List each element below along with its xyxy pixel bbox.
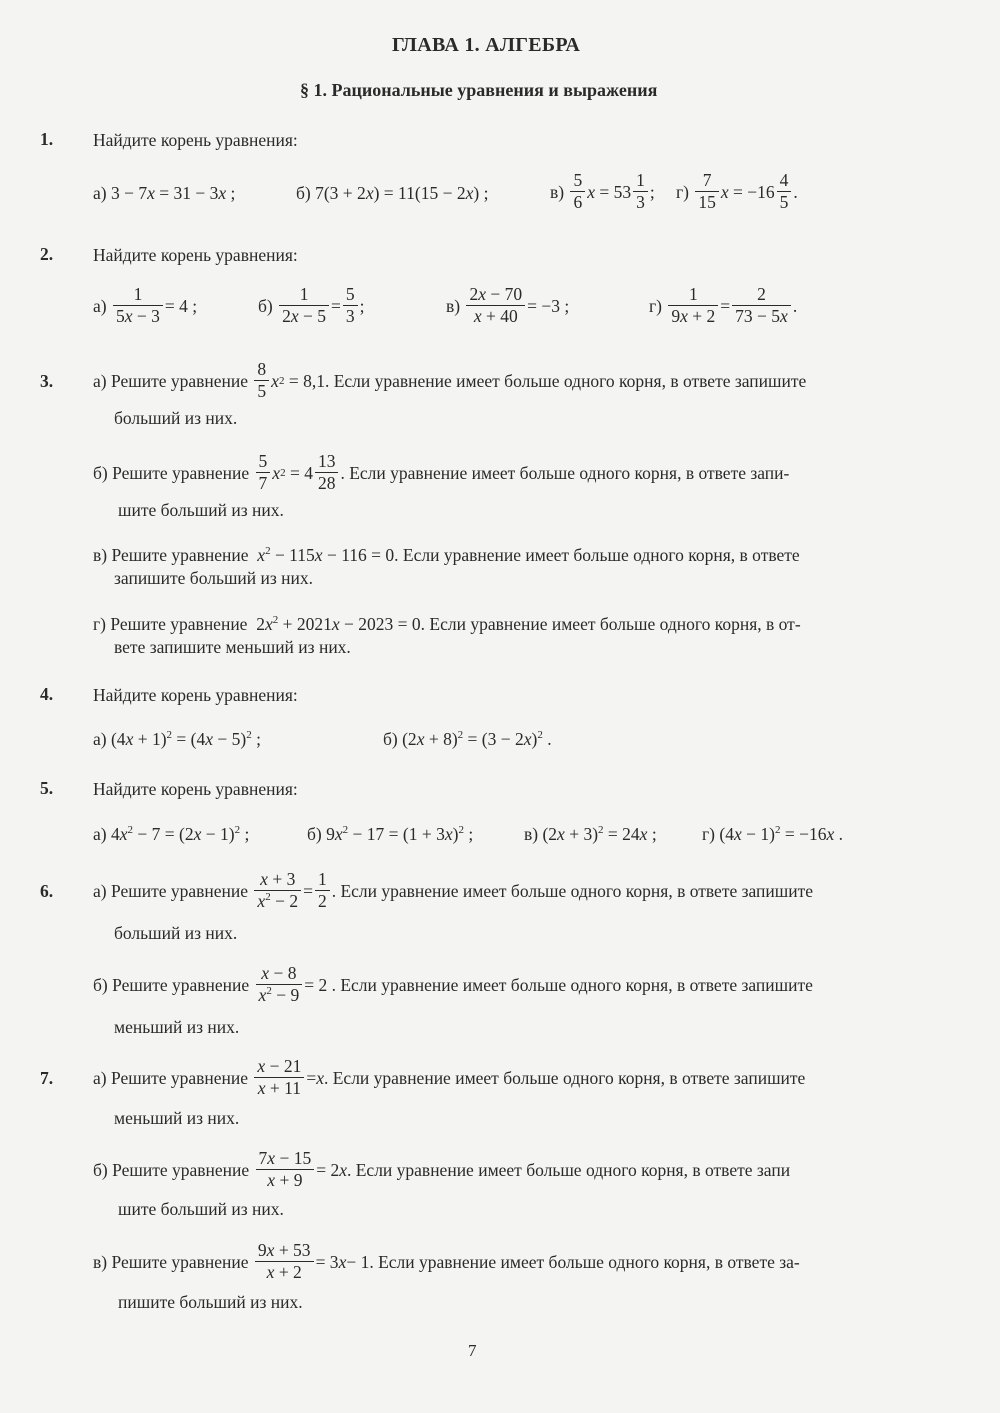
equation-2c: в) $\frac{2x - 70}{x + 40}$ = −3 ;	[446, 284, 570, 326]
equation-5a: а) $4x^2 - 7 = (2x - 1)^2$ ;	[93, 824, 250, 844]
solve-text: Решите уравнение	[111, 545, 249, 565]
equation-4a: а) $(4x + 1)^2 = (4x - 5)^2$ ;	[93, 729, 261, 749]
problem-prompt: Найдите корень уравнения:	[93, 245, 298, 265]
label-b: б)	[93, 462, 108, 483]
problem-3c-tail: запишите больший из них.	[114, 568, 314, 588]
problem-3b: б) Решите уравнение $\frac{5}{7}$ x 2 = 4 $\frac{13}{28}$ . Если уравнение имеет больше одного корня, в ответе запи-	[93, 451, 790, 493]
condition-text: . Если уравнение имеет больше одного корня, в ответе запишите	[331, 974, 813, 995]
problem-3d-tail: вете запишите меньший из них.	[114, 637, 351, 657]
problem-number: 7.	[40, 1068, 54, 1088]
condition-text: . Если уравнение имеет больше одного корня, в ответе	[394, 545, 800, 565]
equation-5b: б) $9x^2 - 17 = (1 + 3x)^2$ ;	[307, 824, 474, 844]
condition-text: . Если уравнение имеет больше одного корня, в ответе за-	[369, 1251, 800, 1272]
problem-3a: а) Решите уравнение $\frac{8}{5}$ x 2 = 8,1 . Если уравнение имеет больше одного корня, в ответе запишите	[93, 359, 807, 401]
condition-text: . Если уравнение имеет больше одного корня, в ответе запишите	[324, 370, 807, 391]
solve-text: Решите уравнение	[112, 974, 250, 995]
equation-4b: б) $(2x + 8)^2 = (3 - 2x)^2$ .	[383, 729, 552, 749]
equation-5c: в) $(2x + 3)^2 = 24x$ ;	[524, 824, 657, 844]
problem-7c: в) Решите уравнение $\frac{9x + 53}{x + 2}$ = 3 x − 1 . Если уравнение имеет больше одного корня, в ответе за-	[93, 1240, 800, 1282]
label-b: б)	[93, 974, 108, 995]
solve-text: Решите уравнение	[112, 462, 250, 483]
label-a: а)	[93, 880, 107, 901]
problem-prompt: Найдите корень уравнения:	[93, 685, 298, 705]
problem-3b-tail: шите больший из них.	[118, 500, 284, 520]
label-b: б)	[93, 1159, 108, 1180]
problem-7a: а) Решите уравнение $\frac{x - 21}{x + 11}$ = x . Если уравнение имеет больше одного корня, в ответе запишите	[93, 1056, 806, 1098]
problem-6b: б) Решите уравнение $\frac{x - 8}{x^2 - 9}$ = 2 . Если уравнение имеет больше одного корня, в ответе запишите	[93, 963, 813, 1005]
label-c: в)	[93, 1251, 108, 1272]
equation-2b: б) $\frac{1}{2x - 5}$ = $\frac{5}{3}$ ;	[258, 284, 365, 326]
condition-text: . Если уравнение имеет больше одного корня, в ответе запи	[346, 1159, 791, 1180]
problem-prompt: Найдите корень уравнения:	[93, 130, 298, 150]
section-title: § 1. Рациональные уравнения и выражения	[300, 80, 658, 100]
problem-number: 3.	[40, 371, 54, 391]
label-d: г)	[93, 614, 107, 634]
solve-text: Решите уравнение	[110, 370, 249, 391]
problem-3d: г) Решите уравнение $2x^2 + 2021x - 2023 = 0$. Если уравнение имеет больше одного корня, в от-	[93, 614, 801, 634]
problem-7b-tail: шите больший из них.	[118, 1199, 284, 1219]
problem-number: 1.	[40, 129, 54, 149]
problem-6b-tail: меньший из них.	[114, 1017, 240, 1037]
solve-text: Решите уравнение	[110, 880, 249, 901]
equation-1b: б) 7(3 + 2x) = 11(15 − 2x) ;	[296, 183, 489, 203]
condition-text: . Если уравнение имеет больше одного корня, в ответе запи-	[340, 462, 790, 483]
label-a: а)	[93, 1067, 107, 1088]
problem-number: 4.	[40, 684, 54, 704]
problem-number: 2.	[40, 244, 54, 264]
equation-1c: в) $\frac{5}{6}$ x = 53 $\frac{1}{3}$ ;	[550, 170, 655, 212]
condition-text: . Если уравнение имеет больше одного корня, в от-	[420, 614, 801, 634]
problem-number: 6.	[40, 881, 54, 901]
page-number: 7	[468, 1341, 477, 1360]
problem-6a-tail: больший из них.	[114, 923, 238, 943]
problem-3c: в) Решите уравнение $x^2 - 115x - 116 = 0$. Если уравнение имеет больше одного корня, в ответе	[93, 545, 800, 565]
equation-1a: а) 3 − 7x = 31 − 3x ;	[93, 183, 236, 203]
equation-2a: а) $\frac{1}{5x - 3}$ = 4 ;	[93, 284, 198, 326]
equation-1d: г) $\frac{7}{15}$ x = −16 $\frac{4}{5}$ .	[676, 170, 798, 212]
equation-2d: г) $\frac{1}{9x + 2}$ = $\frac{2}{73 - 5x}$ .	[649, 284, 798, 326]
problem-3a-tail: больший из них.	[114, 408, 238, 428]
problem-7a-tail: меньший из них.	[114, 1108, 240, 1128]
problem-6a: а) Решите уравнение $\frac{x + 3}{x^2 - 2}$ = $\frac{1}{2}$ . Если уравнение имеет больше одного корня, в ответе запишите	[93, 869, 814, 911]
condition-text: . Если уравнение имеет больше одного корня, в ответе запишите	[331, 880, 814, 901]
solve-text: Решите уравнение	[110, 1067, 249, 1088]
chapter-title: ГЛАВА 1. АЛГЕБРА	[392, 34, 581, 56]
problem-number: 5.	[40, 778, 54, 798]
solve-text: Решите уравнение	[112, 1159, 250, 1180]
label-a: а)	[93, 370, 107, 391]
condition-text: . Если уравнение имеет больше одного корня, в ответе запишите	[323, 1067, 806, 1088]
problem-prompt: Найдите корень уравнения:	[93, 779, 298, 799]
problem-7b: б) Решите уравнение $\frac{7x - 15}{x + 9}$ = 2 x . Если уравнение имеет больше одного корня, в ответе запи	[93, 1148, 791, 1190]
solve-text: Решите уравнение	[110, 614, 248, 634]
solve-text: Решите уравнение	[111, 1251, 249, 1272]
label-c: в)	[93, 545, 108, 565]
equation-5d: г) $(4x - 1)^2 = -16x$ .	[702, 824, 843, 844]
problem-7c-tail: пишите больший из них.	[118, 1292, 303, 1312]
